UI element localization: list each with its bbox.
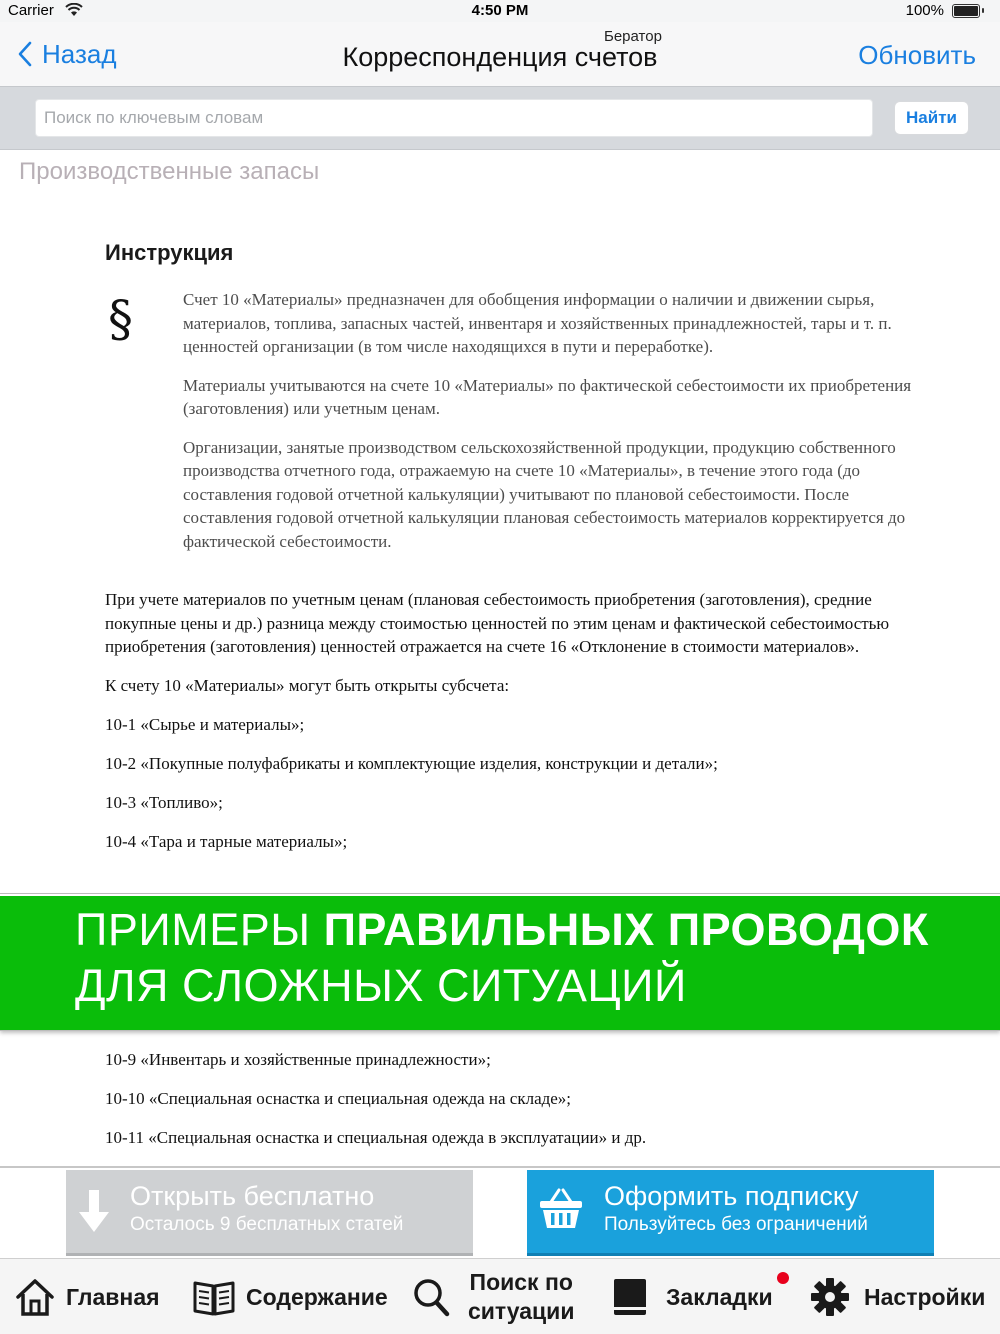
promo-line-1-bold: ПРАВИЛЬНЫХ ПРОВОДОК <box>323 904 929 955</box>
battery-icon <box>952 4 980 18</box>
tab-search-label-line1: Поиск по <box>469 1269 573 1295</box>
page-title: Корреспонденция счетов <box>342 42 658 72</box>
subscribe-subtitle: Пользуйтесь без ограничений <box>604 1214 868 1235</box>
open-free-subtitle: Осталось 9 бесплатных статей <box>130 1214 404 1235</box>
action-bar <box>0 1166 1000 1258</box>
instruction-heading: Инструкция <box>105 240 234 265</box>
tab-search-label <box>468 1268 574 1326</box>
subscribe-button[interactable] <box>527 1170 934 1256</box>
subaccount-item: 10-10 «Специальная оснастка и специальная одежда на складе»; <box>105 1089 572 1108</box>
instruction-paragraph: Счет 10 «Материалы» предназначен для обобщения информации о наличии и движении сырья, материалов, топлива, запасных частей, инвентаря и хозяйственных принадлежностей, тары и т. п. ценностей организации (в том числе находящихся в пути и переработке). <box>183 290 892 356</box>
body-paragraph: При учете материалов по учетным ценам (плановая себестоимость приобретения (заготовления), средние покупные цены и др.) разница между стоимостью ценностей по этим ценам и фактической себестоимостью приобретения (заготовления) ценностей отражается на счете 16 «Отклонение в стоимости материалов». <box>105 590 890 656</box>
tab-contents[interactable] <box>192 1259 388 1334</box>
bookmarks-icon <box>612 1277 648 1317</box>
promo-line-1 <box>75 904 929 956</box>
promo-line-1-regular: ПРИМЕРЫ <box>75 904 324 955</box>
home-icon <box>14 1277 56 1317</box>
subaccount-item: 10-9 «Инвентарь и хозяйственные принадлежности»; <box>105 1050 491 1069</box>
subaccount-item: 10-2 «Покупные полуфабрикаты и комплектующие изделия, конструкции и детали»; <box>105 754 718 773</box>
gear-icon <box>810 1277 850 1317</box>
subaccount-item: 10-4 «Тара и тарные материалы»; <box>105 832 348 851</box>
tab-home[interactable] <box>14 1259 160 1334</box>
bookmarks-badge <box>777 1272 789 1284</box>
promo-banner <box>0 894 1000 1030</box>
search-button[interactable]: Найти <box>894 101 969 135</box>
back-button-label: Назад <box>42 38 117 69</box>
open-free-title: Открыть бесплатно <box>130 1181 375 1211</box>
carrier-label: Carrier <box>8 2 54 19</box>
status-bar <box>0 0 1000 22</box>
tab-settings-label: Настройки <box>864 1283 986 1310</box>
refresh-button[interactable]: Обновить <box>858 40 976 70</box>
subaccount-item: 10-3 «Топливо»; <box>105 793 223 812</box>
magnifier-icon <box>412 1277 450 1317</box>
tab-bookmarks[interactable] <box>612 1259 773 1334</box>
promo-line-2: ДЛЯ СЛОЖНЫХ СИТУАЦИЙ <box>75 960 687 1011</box>
section-title: Производственные запасы <box>19 158 320 185</box>
app-subtitle: Бератор <box>604 28 662 45</box>
instruction-paragraph: Организации, занятые производством сельскохозяйственной продукции, продукцию собственного производства отчетного года, отражаемую на счете 10 «Материалы», в течение этого года (до составления годовой отчетной калькуляции) учитывают по плановой себестоимости. После составления годовой отчетной калькуляции плановая себестоимость материалов корректируется до фактической себестоимости. <box>183 437 906 551</box>
navigation-bar <box>0 22 1000 86</box>
search-input[interactable] <box>35 99 873 137</box>
basket-icon <box>539 1186 583 1235</box>
tab-contents-label: Содержание <box>246 1283 388 1310</box>
status-time: 4:50 PM <box>471 2 529 19</box>
book-icon <box>192 1277 236 1317</box>
tab-search-situation[interactable] <box>412 1259 574 1334</box>
instruction-paragraph: Материалы учитываются на счете 10 «Материалы» по фактической себестоимости их приобретения (заготовления) или учетным ценам. <box>183 375 912 418</box>
subaccount-item: 10-1 «Сырье и материалы»; <box>105 715 305 734</box>
subaccount-item: 10-11 «Специальная оснастка и специальная одежда в эксплуатации» и др. <box>105 1128 647 1147</box>
tab-bookmarks-label: Закладки <box>666 1283 773 1310</box>
tab-home-label: Главная <box>66 1283 160 1310</box>
subscribe-title: Оформить подписку <box>604 1181 859 1211</box>
battery-percent: 100% <box>905 2 944 19</box>
article-body-lower <box>105 1048 905 1165</box>
body-paragraph: К счету 10 «Материалы» могут быть открыты субсчета: <box>105 676 510 695</box>
tab-bar <box>0 1258 1000 1334</box>
tab-search-label-line2: ситуации <box>468 1298 575 1324</box>
download-arrow-icon <box>78 1190 110 1239</box>
tab-settings[interactable] <box>810 1259 985 1334</box>
article-body <box>105 588 905 869</box>
instruction-quote <box>183 288 923 568</box>
search-bar <box>0 86 1000 150</box>
open-free-button[interactable] <box>66 1170 473 1256</box>
paragraph-icon: § <box>108 290 133 348</box>
